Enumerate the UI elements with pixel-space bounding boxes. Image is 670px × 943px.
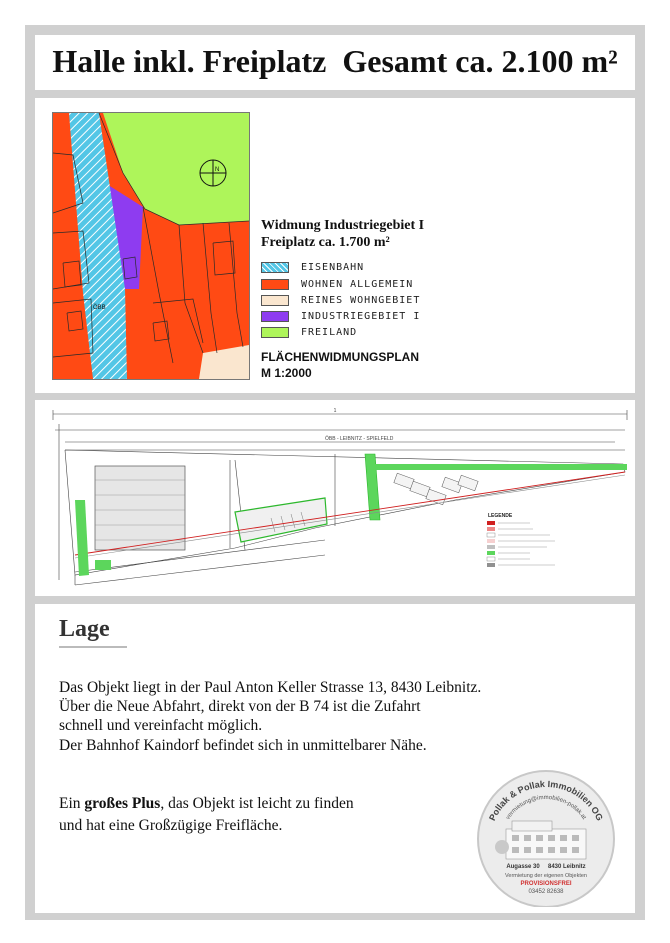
zoning-heading: Widmung Industriegebiet I (261, 218, 425, 233)
zoning-map-graphic (53, 113, 249, 379)
legend-item-reines-wohngebiet: REINES WOHNGEBIET (261, 294, 420, 307)
plan-scale: M 1:2000 (261, 366, 312, 380)
stamp-line-1: Vermietung der eigenen Objekten (505, 873, 587, 879)
legend-item-freiland: FREILAND (261, 326, 357, 339)
title-panel (35, 35, 635, 90)
stamp-phone: 03452 82638 (528, 889, 564, 895)
zoning-map-panel (35, 98, 635, 393)
company-stamp (472, 769, 620, 907)
lage-panel (35, 604, 635, 913)
site-plan-panel (35, 400, 635, 596)
stamp-provisionsfrei: PROVISIONSFREI (520, 881, 572, 887)
legend-swatch (261, 295, 289, 306)
legend-swatch (261, 262, 289, 273)
lage-line-3: schnell und vereinfacht möglich. (59, 717, 263, 734)
lage-line-1: Das Objekt liegt in der Paul Anton Keller Strasse 13, 8430 Leibnitz. (59, 679, 482, 696)
legend-item-industriegebiet: INDUSTRIEGEBIET I (261, 310, 420, 323)
legend-item-eisenbahn: EISENBAHN (261, 261, 364, 274)
legend-swatch (261, 327, 289, 338)
site-plan-legend-title: LEGENDE (488, 513, 513, 519)
lage-line-2: Über die Neue Abfahrt, direkt von der B 74 ist die Zufahrt (59, 698, 421, 715)
north-label: N (215, 167, 220, 173)
svg-text:1: 1 (333, 408, 337, 414)
legend-swatch (261, 279, 289, 290)
legend-item-wohnen-allgemein: WOHNEN ALLGEMEIN (261, 278, 413, 291)
plus-line-2: und hat eine Großzügige Freifläche. (59, 817, 283, 834)
plus-highlight: großes Plus (84, 795, 161, 812)
legend-swatch (261, 311, 289, 322)
site-plan-drawing (35, 400, 635, 596)
zoning-map (52, 112, 250, 380)
heading-underline (59, 646, 127, 648)
oebb-label: ÖBB (93, 305, 106, 311)
stamp-email: vermietung@immobilien-pollak.at (505, 794, 587, 821)
stamp-address: Augasse 30 8430 Leibnitz (506, 864, 586, 870)
plus-line-1: Ein großes Plus, das Objekt ist leicht zu finden (59, 795, 354, 812)
lage-heading: Lage (59, 616, 110, 642)
track-label: ÖBB - LEIBNITZ - SPIELFELD (325, 436, 394, 442)
page-title: Halle inkl. Freiplatz Gesamt ca. 2.100 m² (52, 43, 618, 79)
site-plan-legend (487, 513, 555, 567)
stamp-arc-text: Pollak & Pollak Immobilien OG (487, 778, 605, 823)
freiplatz-heading: Freiplatz ca. 1.700 m² (261, 235, 390, 250)
lage-line-4: Der Bahnhof Kaindorf befindet sich in unmittelbarer Nähe. (59, 737, 427, 754)
plan-title: FLÄCHENWIDMUNGSPLAN (261, 350, 419, 364)
